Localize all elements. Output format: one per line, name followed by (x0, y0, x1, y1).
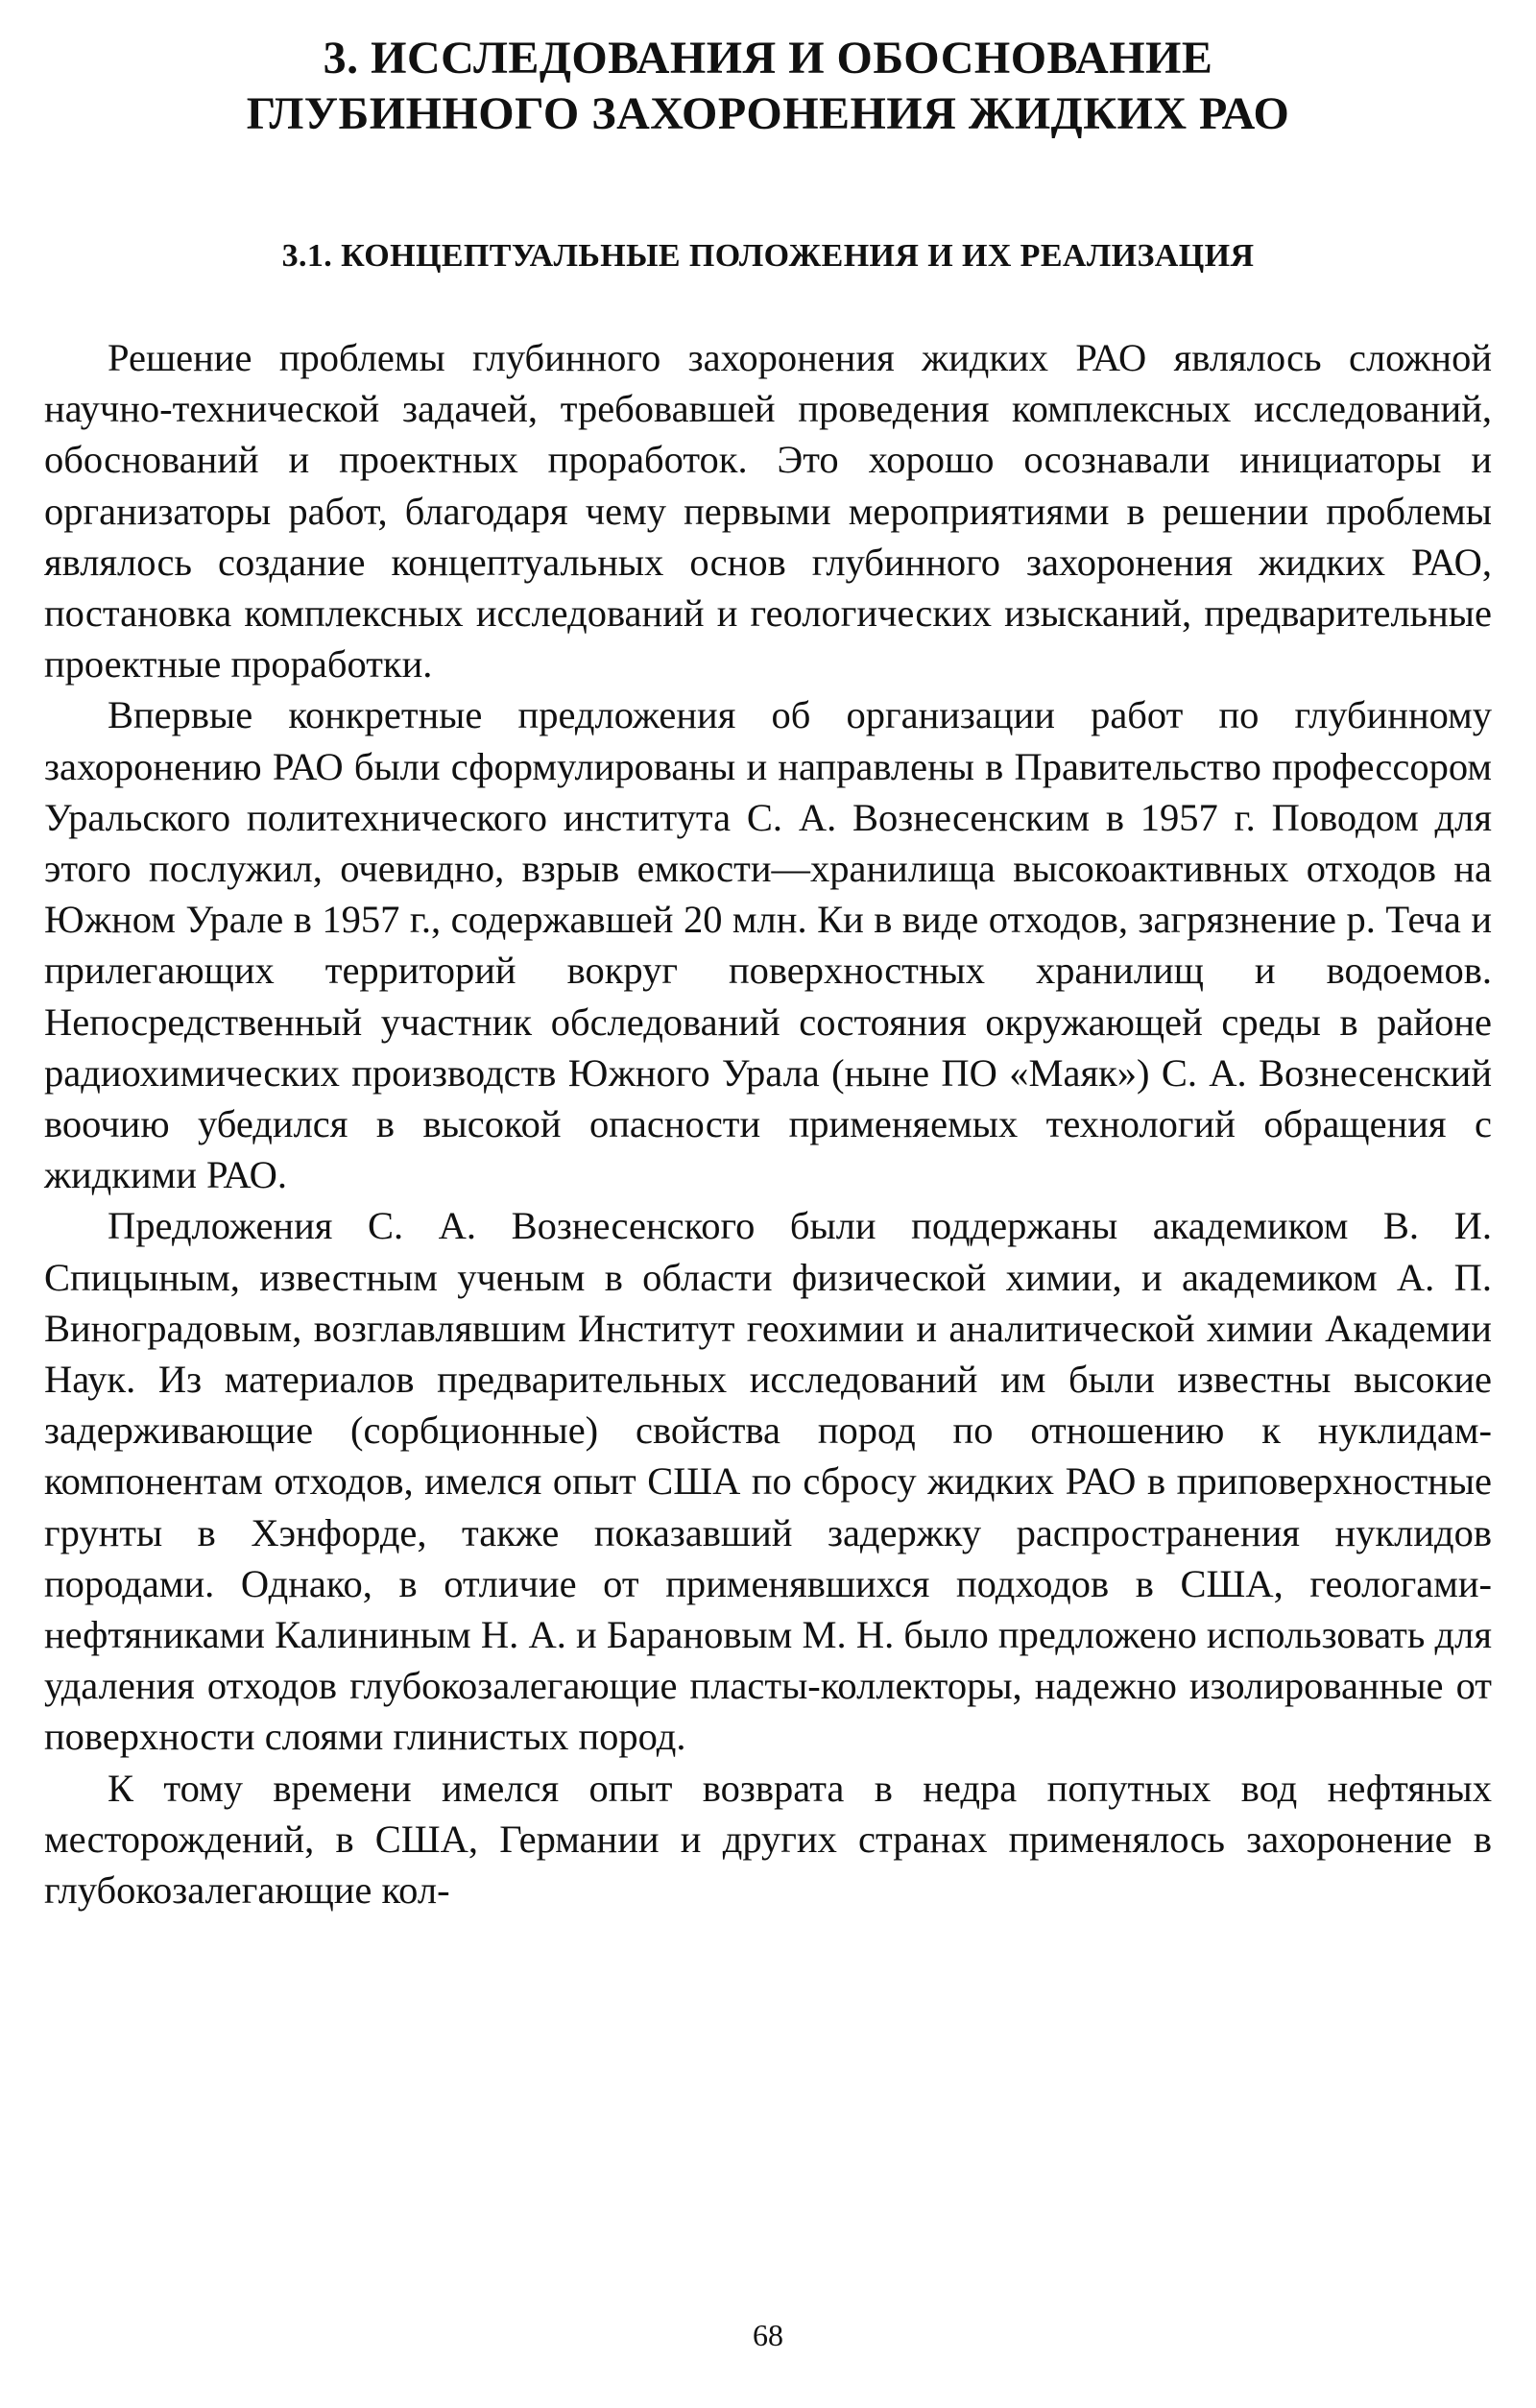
chapter-title-line-2: ГЛУБИННОГО ЗАХОРОНЕНИЯ ЖИДКИХ РАО (246, 88, 1290, 139)
paragraph-1: Решение проблемы глубинного захоронения жидких РАО являлось сложной научно-технической задачей, требовавшей проведения комплексных исследований, обоснований и проектных проработок. Это хорошо осознавали инициаторы и организаторы работ, благодаря чему первыми мероприятиями в решении проблемы являлось создание концептуальных основ глубинного захоронения жидких РАО, постановка комплексных исследований и геологических изысканий, предварительные проектные проработки. (44, 336, 1492, 686)
paragraph-2: Впервые конкретные предложения об организации работ по глубинному захоронению РАО были сформулированы и направлены в Правительство профессором Уральского политехнического института С. А. Вознесенским в 1957 г. Поводом для этого послужил, очевидно, взрыв емкости—хранилища высокоактивных отходов на Южном Урале в 1957 г., содержавшей 20 млн. Ки в виде отходов, загрязнение р. Теча и прилегающих территорий вокруг поверхностных хранилищ и водоемов. Непосредственный участник обследований состояния окружающей среды в районе радиохимических производств Южного Урала (ныне ПО «Маяк») С. А. Вознесенский воочию убедился в высокой опасности применяемых технологий обращения с жидкими РАО. (44, 693, 1492, 1197)
page-number: 68 (753, 2318, 783, 2352)
document-page (44, 23, 1492, 2385)
chapter-title-line-1: 3. ИССЛЕДОВАНИЯ И ОБОСНОВАНИЕ (323, 33, 1213, 84)
chapter-title (44, 23, 1492, 142)
section-title: 3.1. КОНЦЕПТУАЛЬНЫЕ ПОЛОЖЕНИЯ И ИХ РЕАЛИЗАЦИЯ (281, 238, 1255, 274)
paragraph-4: К тому времени имелся опыт возврата в недра попутных вод нефтяных месторождений, в США, Германии и других странах применялось захоронение в глубокозалегающие кол- (44, 1766, 1492, 1913)
body-text (44, 332, 1492, 1915)
paragraph-3: Предложения С. А. Вознесенского были поддержаны академиком В. И. Спицыным, известным ученым в области физической химии, и академиком А. П. Виноградовым, возглавлявшим Институт геохимии и аналитической химии Академии Наук. Из материалов предварительных исследований им были известны высокие задерживающие (сорбционные) свойства пород по отношению к нуклидам-компонентам отходов, имелся опыт США по сбросу жидких РАО в приповерхностные грунты в Хэнфорде, также показавший задержку распространения нуклидов породами. Однако, в отличие от применявшихся подходов в США, геологами-нефтяниками Калининым Н. А. и Барановым М. Н. было предложено использовать для удаления отходов глубокозалегающие пласты-коллекторы, надежно изолированные от поверхности слоями глинистых пород. (44, 1204, 1492, 1759)
